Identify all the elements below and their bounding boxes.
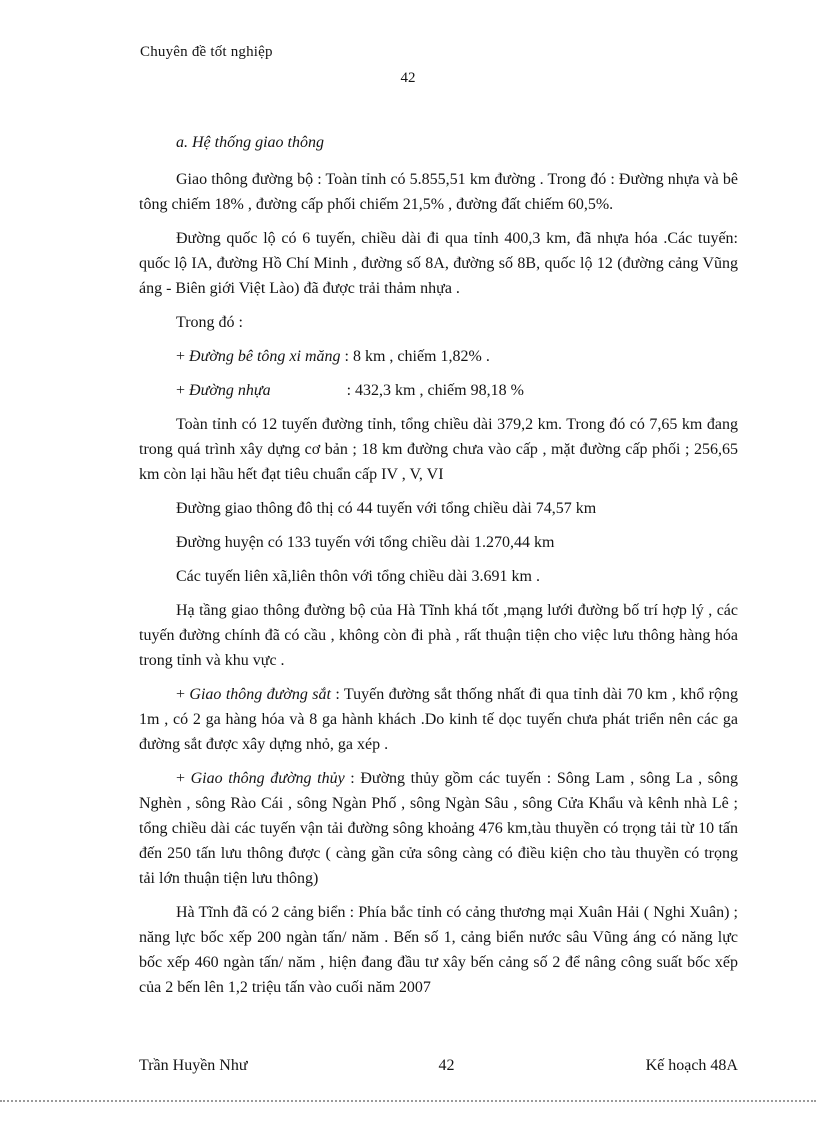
bottom-dotted-rule: [0, 1100, 816, 1102]
paragraph-provincial-roads: Toàn tỉnh có 12 tuyến đường tỉnh, tổng chiều dài 379,2 km. Trong đó có 7,65 km đang trong quá trình xây dựng cơ bản ; 18 km đường chưa vào cấp , mặt đường cấp phối ; 256,65 km còn lại hầu hết đạt tiêu chuẩn cấp IV , V, VI: [139, 416, 738, 483]
list-item-asphalt-road: [139, 378, 738, 403]
footer-page-number: 42: [438, 1057, 455, 1074]
list-marker: +: [176, 770, 191, 787]
document-body: [139, 130, 738, 1009]
list-value: : 432,3 km , chiếm 98,18 %: [346, 382, 524, 399]
paragraph-national-roads: Đường quốc lộ có 6 tuyến, chiều dài đi qua tỉnh 400,3 km, đã nhựa hóa .Các tuyến: quốc lộ IA, đường Hồ Chí Minh , đường số 8A, đường số 8B, quốc lộ 12 (đường cảng Vũng áng - Biên giới Việt Lào) đã được trải thảm nhựa .: [139, 230, 738, 297]
list-value: : Tuyến đường sắt thống nhất đi qua tỉnh dài 70 km , khổ rộng 1m , có 2 ga hàng hóa và 8 ga hành khách .Do kinh tế dọc tuyến chưa phát triển nên các ga đường sắt được xây dựng nhỏ, ga xép .: [139, 686, 738, 753]
list-marker: +: [176, 686, 190, 703]
paragraph-commune-roads: Các tuyến liên xã,liên thôn với tổng chiều dài 3.691 km .: [176, 568, 540, 585]
page-footer: [139, 1057, 738, 1075]
list-marker: +: [176, 382, 190, 399]
list-item-waterway: [139, 766, 738, 891]
top-page-number: 42: [400, 70, 416, 86]
list-item-concrete-road: [139, 344, 738, 369]
paragraph-district-roads: Đường huyện có 133 tuyến với tổng chiều dài 1.270,44 km: [176, 534, 555, 551]
paragraph-road-infrastructure: Hạ tầng giao thông đường bộ của Hà Tĩnh khá tốt ,mạng lưới đường bố trí hợp lý , các tuyến đường chính đã có cầu , không còn đi phà , rất thuận tiện cho việc lưu thông hàng hóa trong tỉnh và khu vực .: [139, 602, 738, 669]
footer-class-label: Kế hoạch 48A: [645, 1057, 738, 1074]
paragraph-road-overview: Giao thông đường bộ : Toàn tỉnh có 5.855,51 km đường . Trong đó : Đường nhựa và bê tông chiếm 18% , đường cấp phối chiếm 21,5% , đường đất chiếm 60,5%.: [139, 171, 738, 213]
list-term: Đường nhựa: [189, 382, 271, 399]
running-title: Chuyên đề tốt nghiệp: [140, 44, 273, 60]
list-value: : Đường thủy gồm các tuyến : Sông Lam , sông La , sông Nghèn , sông Rào Cái , sông Ngàn Phố , sông Ngàn Sâu , sông Cửa Khẩu và kênh nhà Lê ; tổng chiều dài các tuyến vận tải đường sông khoảng 476 km,tàu thuyền có trọng tải từ 10 tấn đến 250 tấn lưu thông được ( càng gần cửa sông càng có điều kiện cho tàu thuyền có trọng tải lớn thuận tiện lưu thông): [139, 770, 738, 887]
list-value: : 8 km , chiếm 1,82% .: [340, 348, 490, 365]
paragraph-urban-roads: Đường giao thông đô thị có 44 tuyến với tổng chiều dài 74,57 km: [176, 500, 597, 517]
section-heading: a. Hệ thống giao thông: [176, 134, 324, 151]
list-term: Giao thông đường thủy: [190, 770, 345, 787]
running-header: [140, 44, 273, 61]
list-term: Đường bê tông xi măng: [189, 348, 341, 365]
list-term: Giao thông đường sắt: [189, 686, 331, 703]
list-item-railway: [139, 682, 738, 757]
paragraph-in-which: Trong đó :: [176, 314, 243, 331]
footer-author: Trần Huyền Như: [139, 1057, 248, 1074]
list-marker: +: [176, 348, 190, 365]
paragraph-seaports: Hà Tĩnh đã có 2 cảng biển : Phía bắc tỉnh có cảng thương mại Xuân Hải ( Nghi Xuân) ; năng lực bốc xếp 200 ngàn tấn/ năm . Bến số 1, cảng biển nước sâu Vũng áng có năng lực bốc xếp 460 ngàn tấn/ năm , hiện đang đầu tư xây bến cảng số 2 để nâng công suất bốc xếp của 2 bến lên 1,2 triệu tấn vào cuối năm 2007: [139, 904, 738, 996]
